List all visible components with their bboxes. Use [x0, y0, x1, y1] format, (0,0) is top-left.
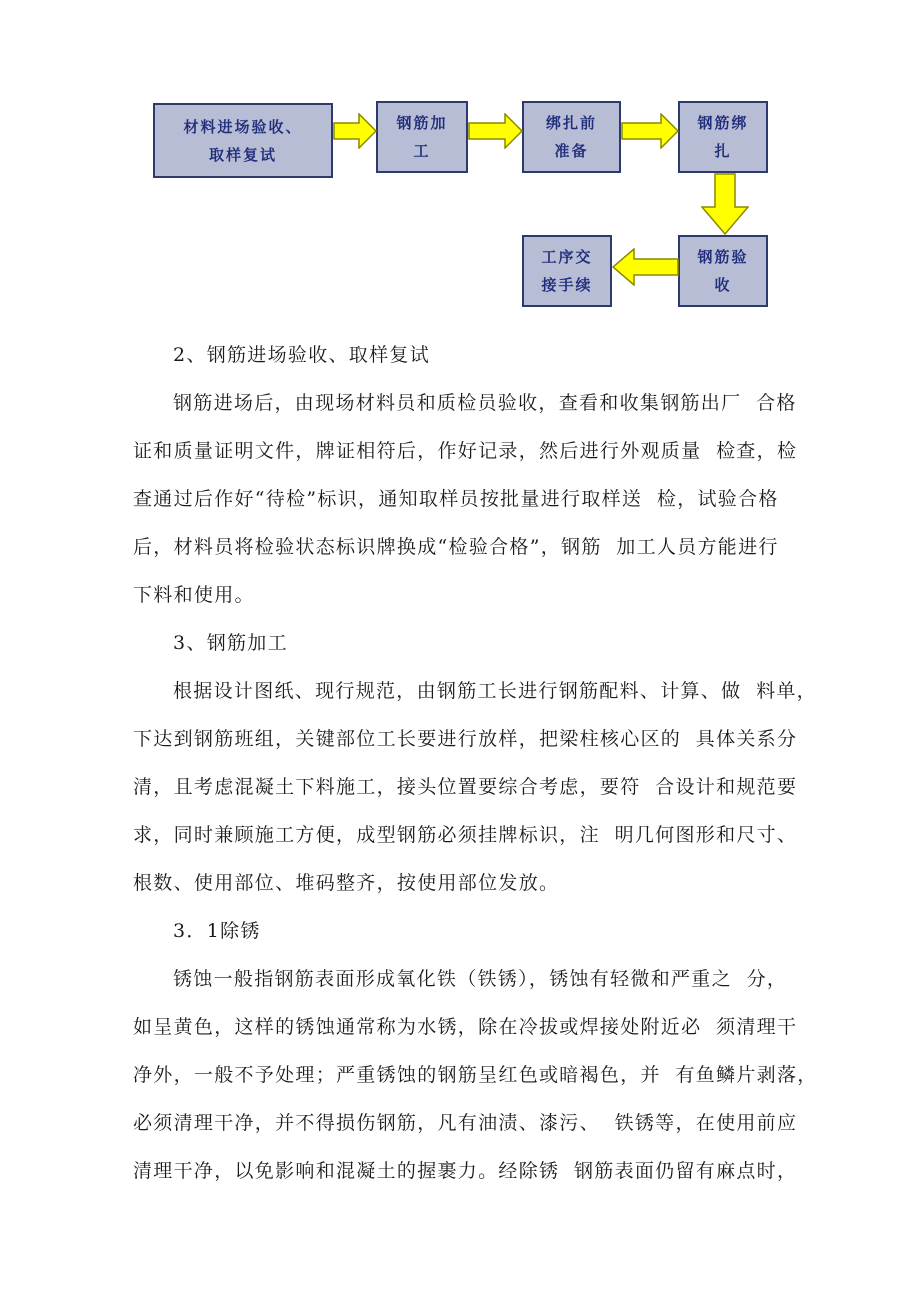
paragraph-line: 钢筋进场后，由现场材料员和质检员验收，查看和收集钢筋出厂 合格 — [173, 392, 797, 414]
paragraph-line: 求，同时兼顾施工方便，成型钢筋必须挂牌标识，注 明几何图形和尺寸、 — [133, 824, 798, 846]
arrow-left-icon — [612, 248, 679, 286]
arrow-right-icon — [468, 113, 523, 149]
section-heading: 2、钢筋进场验收、取样复试 — [173, 344, 430, 366]
flow-box-process-handover — [522, 235, 612, 307]
arrow-right-icon — [333, 113, 377, 149]
flow-box-label: 钢筋加 工 — [396, 114, 448, 160]
flow-box-label: 材料进场验收、 取样复试 — [183, 117, 303, 164]
flow-box-label: 工序交 接手续 — [541, 248, 593, 294]
paragraph-line: 锈蚀一般指钢筋表面形成氧化铁（铁锈），锈蚀有轻微和严重之 分， — [173, 968, 788, 990]
flow-box-label: 钢筋绑 扎 — [697, 114, 749, 160]
paragraph-line: 根据设计图纸、现行规范，由钢筋工长进行钢筋配料、计算、做 料单， — [173, 680, 817, 702]
paragraph-line: 下料和使用。 — [133, 584, 255, 606]
flow-box-rebar-acceptance — [678, 235, 768, 307]
paragraph-line: 必须清理干净，并不得损伤钢筋，凡有油渍、漆污、 铁锈等，在使用前应 — [133, 1112, 798, 1134]
flow-box-rebar-binding — [678, 101, 768, 173]
paragraph-line: 后，材料员将检验状态标识牌换成“检验合格”，钢筋 加工人员方能进行 — [133, 536, 779, 558]
paragraph-line: 清理干净，以免影响和混凝土的握裹力。经除锈 钢筋表面仍留有麻点时， — [133, 1160, 798, 1182]
flow-box-rebar-processing — [376, 101, 468, 173]
paragraph-line: 查通过后作好“待检”标识，通知取样员按批量进行取样送 检，试验合格 — [133, 488, 779, 510]
paragraph-line: 如呈黄色，这样的锈蚀通常称为水锈，除在冷拔或焊接处附近必 须清理干 — [133, 1016, 798, 1038]
paragraph-line: 下达到钢筋班组，关键部位工长要进行放样，把梁柱核心区的 具体关系分 — [133, 728, 798, 750]
flow-box-label: 绑扎前 准备 — [545, 114, 597, 160]
process-flowchart — [0, 0, 920, 320]
paragraph-line: 净外，一般不予处理；严重锈蚀的钢筋呈红色或暗褐色，并 有鱼鳞片剥落， — [133, 1064, 818, 1086]
paragraph-line: 根数、使用部位、堆码整齐，按使用部位发放。 — [133, 872, 560, 894]
section-heading: 3、钢筋加工 — [173, 632, 288, 654]
flow-box-material-inspection — [153, 103, 333, 178]
arrow-down-icon — [701, 173, 749, 235]
paragraph-line: 证和质量证明文件，牌证相符后，作好记录，然后进行外观质量 检查，检 — [133, 440, 798, 462]
paragraph-line: 清，且考虑混凝土下料施工，接头位置要综合考虑，要符 合设计和规范要 — [133, 776, 798, 798]
section-heading: 3．1除锈 — [173, 920, 261, 942]
flow-box-binding-preparation — [522, 101, 621, 173]
flow-box-label: 钢筋验 收 — [697, 248, 749, 294]
arrow-right-icon — [621, 113, 679, 149]
